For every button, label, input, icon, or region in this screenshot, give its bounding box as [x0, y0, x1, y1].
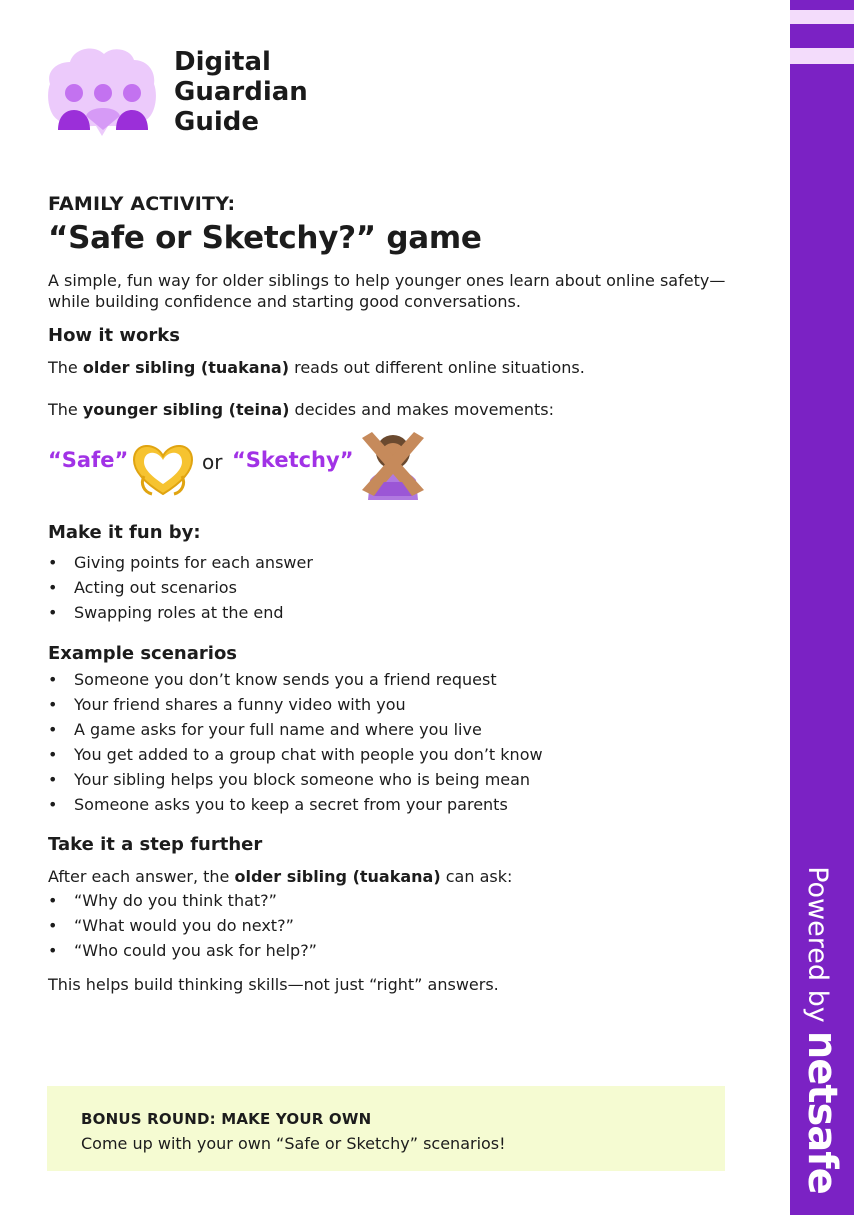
list-item: • Giving points for each answer: [48, 550, 313, 575]
logo-line-2: Guardian: [174, 77, 308, 107]
list-item: • Your sibling helps you block someone who is being mean: [48, 767, 543, 792]
three-people-cloud-icon: [46, 44, 158, 140]
closing-paragraph: This helps build thinking skills—not just “right” answers.: [48, 975, 499, 994]
logo-line-3: Guide: [174, 107, 260, 137]
list-item: • Your friend shares a funny video with you: [48, 692, 543, 717]
fun-list: [48, 550, 313, 625]
logo-wordmark: [174, 47, 308, 137]
lead-bold: older sibling (tuakana): [234, 867, 441, 886]
bonus-body: Come up with your own “Safe or Sketchy” scenarios!: [81, 1134, 506, 1153]
list-item: • “Who could you ask for help?”: [48, 938, 317, 963]
list-item: • You get added to a group chat with people you don’t know: [48, 742, 543, 767]
list-item: • Acting out scenarios: [48, 575, 313, 600]
crossed-arms-person-icon: [358, 430, 428, 500]
stripe-band-second: [790, 48, 854, 64]
older-bold: older sibling (tuakana): [82, 358, 290, 377]
powered-by-netsafe: [799, 866, 845, 1194]
example-scenarios-heading: Example scenarios: [48, 643, 238, 664]
lead-pre: After each answer, the: [48, 867, 235, 886]
question-list: [48, 888, 317, 963]
or-label: or: [202, 450, 223, 474]
list-item: • Swapping roles at the end: [48, 600, 313, 625]
younger-pre: The: [48, 400, 83, 419]
younger-sibling-line: [48, 399, 554, 420]
older-post: reads out different online situations.: [289, 358, 585, 377]
safe-or-sketchy-row: [48, 430, 468, 500]
older-sibling-line: [48, 357, 585, 378]
lead-post: can ask:: [440, 867, 513, 886]
list-item: • Someone asks you to keep a secret from your parents: [48, 792, 543, 817]
scenario-list: [48, 667, 543, 817]
stripe-band-top: [790, 10, 854, 24]
list-item: • Someone you don’t know sends you a friend request: [48, 667, 543, 692]
powered-by-text: Powered by: [802, 866, 833, 1023]
activity-kicker: FAMILY ACTIVITY:: [48, 193, 236, 215]
sketchy-label: “Sketchy”: [232, 448, 354, 472]
list-item: • “Why do you think that?”: [48, 888, 317, 913]
list-item: • “What would you do next?”: [48, 913, 317, 938]
step-further-heading: Take it a step further: [48, 834, 263, 855]
bonus-round-box: [47, 1086, 725, 1171]
logo-line-1: Digital: [174, 47, 271, 77]
bonus-title: BONUS ROUND: MAKE YOUR OWN: [81, 1110, 372, 1128]
heart-hands-icon: [130, 440, 196, 496]
younger-bold: younger sibling (teina): [82, 400, 290, 419]
netsafe-wordmark: netsafe: [799, 1030, 845, 1194]
older-pre: The: [48, 358, 83, 377]
how-it-works-heading: How it works: [48, 325, 180, 346]
safe-label: “Safe”: [48, 448, 129, 472]
younger-post: decides and makes movements:: [289, 400, 554, 419]
page-title: “Safe or Sketchy?” game: [48, 220, 482, 256]
step-further-lead: [48, 866, 512, 887]
intro-paragraph: A simple, fun way for older siblings to help younger ones learn about online safety—while building confidence and starting good conversations.: [48, 271, 726, 311]
make-it-fun-heading: Make it fun by:: [48, 522, 201, 543]
list-item: • A game asks for your full name and where you live: [48, 717, 543, 742]
